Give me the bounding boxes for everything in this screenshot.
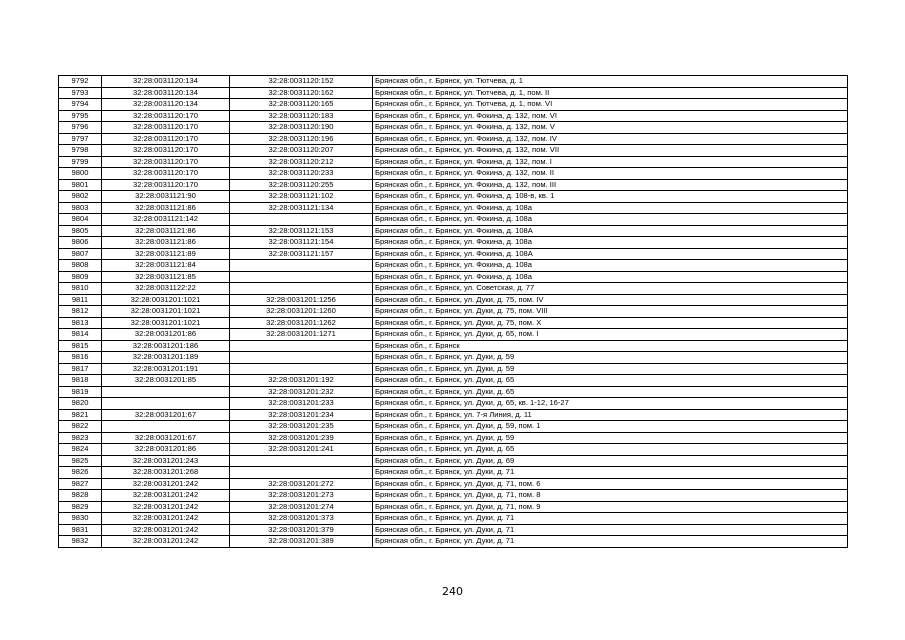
address-cell: Брянская обл., г. Брянск, ул. Дуки, д. 65	[373, 444, 848, 456]
object-cadastral-number-cell: 32:28:0031201:1271	[230, 329, 373, 341]
object-cadastral-number-cell: 32:28:0031201:1260	[230, 306, 373, 318]
parent-cadastral-number-cell: 32:28:0031120:170	[102, 156, 230, 168]
address-cell: Брянская обл., г. Брянск, ул. Дуки, д. 71	[373, 467, 848, 479]
parent-cadastral-number-cell: 32:28:0031120:134	[102, 99, 230, 111]
object-cadastral-number-cell: 32:28:0031201:234	[230, 409, 373, 421]
registry-table-body	[59, 76, 848, 548]
address-cell: Брянская обл., г. Брянск, ул. Дуки, д. 59	[373, 363, 848, 375]
address-cell: Брянская обл., г. Брянск, ул. Фокина, д. 108А	[373, 225, 848, 237]
table-row	[59, 340, 848, 352]
parent-cadastral-number-cell: 32:28:0031201:268	[102, 467, 230, 479]
object-cadastral-number-cell: 32:28:0031121:154	[230, 237, 373, 249]
address-cell: Брянская обл., г. Брянск, ул. Дуки, д. 59	[373, 352, 848, 364]
parent-cadastral-number-cell: 32:28:0031201:242	[102, 478, 230, 490]
object-cadastral-number-cell: 32:28:0031121:153	[230, 225, 373, 237]
parent-cadastral-number-cell: 32:28:0031201:85	[102, 375, 230, 387]
parent-cadastral-number-cell	[102, 386, 230, 398]
table-row	[59, 444, 848, 456]
parent-cadastral-number-cell: 32:28:0031201:242	[102, 536, 230, 548]
address-cell: Брянская обл., г. Брянск, ул. Дуки, д. 65, пом. I	[373, 329, 848, 341]
address-cell: Брянская обл., г. Брянск, ул. Фокина, д. 108А	[373, 248, 848, 260]
table-row	[59, 306, 848, 318]
table-row	[59, 432, 848, 444]
parent-cadastral-number-cell: 32:28:0031201:67	[102, 409, 230, 421]
address-cell: Брянская обл., г. Брянск, ул. Дуки, д. 75, пом. IV	[373, 294, 848, 306]
parent-cadastral-number-cell: 32:28:0031201:86	[102, 329, 230, 341]
address-cell: Брянская обл., г. Брянск, ул. Фокина, д. 132, пом. I	[373, 156, 848, 168]
object-cadastral-number-cell: 32:28:0031120:162	[230, 87, 373, 99]
row-number-cell: 9812	[59, 306, 102, 318]
address-cell: Брянская обл., г. Брянск, ул. Фокина, д. 132, пом. II	[373, 168, 848, 180]
row-number-cell: 9816	[59, 352, 102, 364]
row-number-cell: 9806	[59, 237, 102, 249]
parent-cadastral-number-cell: 32:28:0031201:186	[102, 340, 230, 352]
address-cell: Брянская обл., г. Брянск, ул. Фокина, д. 108-в, кв. 1	[373, 191, 848, 203]
table-row	[59, 179, 848, 191]
table-row	[59, 398, 848, 410]
row-number-cell: 9829	[59, 501, 102, 513]
object-cadastral-number-cell: 32:28:0031120:165	[230, 99, 373, 111]
object-cadastral-number-cell: 32:28:0031120:190	[230, 122, 373, 134]
parent-cadastral-number-cell: 32:28:0031201:242	[102, 501, 230, 513]
address-cell: Брянская обл., г. Брянск, ул. Фокина, д. 108а	[373, 260, 848, 272]
address-cell: Брянская обл., г. Брянск, ул. Фокина, д. 132, пом. VII	[373, 145, 848, 157]
address-cell: Брянская обл., г. Брянск, ул. Дуки, д. 65	[373, 375, 848, 387]
parent-cadastral-number-cell: 32:28:0031121:90	[102, 191, 230, 203]
row-number-cell: 9795	[59, 110, 102, 122]
parent-cadastral-number-cell: 32:28:0031201:67	[102, 432, 230, 444]
address-cell: Брянская обл., г. Брянск, ул. Фокина, д. 132, пом. IV	[373, 133, 848, 145]
row-number-cell: 9800	[59, 168, 102, 180]
table-row	[59, 317, 848, 329]
table-row	[59, 375, 848, 387]
row-number-cell: 9792	[59, 76, 102, 88]
row-number-cell: 9797	[59, 133, 102, 145]
address-cell: Брянская обл., г. Брянск	[373, 340, 848, 352]
object-cadastral-number-cell	[230, 340, 373, 352]
row-number-cell: 9815	[59, 340, 102, 352]
row-number-cell: 9798	[59, 145, 102, 157]
parent-cadastral-number-cell: 32:28:0031121:84	[102, 260, 230, 272]
parent-cadastral-number-cell: 32:28:0031121:86	[102, 237, 230, 249]
parent-cadastral-number-cell: 32:28:0031201:242	[102, 513, 230, 525]
address-cell: Брянская обл., г. Брянск, ул. Дуки, д. 71, пом. 8	[373, 490, 848, 502]
parent-cadastral-number-cell: 32:28:0031201:86	[102, 444, 230, 456]
object-cadastral-number-cell	[230, 260, 373, 272]
object-cadastral-number-cell: 32:28:0031201:274	[230, 501, 373, 513]
table-row	[59, 202, 848, 214]
table-row	[59, 248, 848, 260]
object-cadastral-number-cell: 32:28:0031201:1262	[230, 317, 373, 329]
object-cadastral-number-cell: 32:28:0031120:207	[230, 145, 373, 157]
row-number-cell: 9819	[59, 386, 102, 398]
parent-cadastral-number-cell: 32:28:0031120:170	[102, 145, 230, 157]
parent-cadastral-number-cell: 32:28:0031120:170	[102, 122, 230, 134]
parent-cadastral-number-cell: 32:28:0031201:189	[102, 352, 230, 364]
table-row	[59, 467, 848, 479]
object-cadastral-number-cell: 32:28:0031201:379	[230, 524, 373, 536]
object-cadastral-number-cell: 32:28:0031121:157	[230, 248, 373, 260]
object-cadastral-number-cell: 32:28:0031201:235	[230, 421, 373, 433]
row-number-cell: 9814	[59, 329, 102, 341]
row-number-cell: 9823	[59, 432, 102, 444]
parent-cadastral-number-cell: 32:28:0031120:170	[102, 179, 230, 191]
address-cell: Брянская обл., г. Брянск, ул. Фокина, д. 132, пом. V	[373, 122, 848, 134]
row-number-cell: 9824	[59, 444, 102, 456]
address-cell: Брянская обл., г. Брянск, ул. Фокина, д. 132, пом. III	[373, 179, 848, 191]
object-cadastral-number-cell: 32:28:0031120:152	[230, 76, 373, 88]
parent-cadastral-number-cell	[102, 421, 230, 433]
row-number-cell: 9818	[59, 375, 102, 387]
parent-cadastral-number-cell: 32:28:0031121:89	[102, 248, 230, 260]
parent-cadastral-number-cell: 32:28:0031201:191	[102, 363, 230, 375]
object-cadastral-number-cell: 32:28:0031120:196	[230, 133, 373, 145]
address-cell: Брянская обл., г. Брянск, ул. Фокина, д. 108а	[373, 214, 848, 226]
row-number-cell: 9820	[59, 398, 102, 410]
object-cadastral-number-cell	[230, 271, 373, 283]
row-number-cell: 9832	[59, 536, 102, 548]
address-cell: Брянская обл., г. Брянск, ул. Дуки, д. 71	[373, 536, 848, 548]
table-row	[59, 237, 848, 249]
parent-cadastral-number-cell: 32:28:0031201:242	[102, 490, 230, 502]
table-row	[59, 145, 848, 157]
parent-cadastral-number-cell: 32:28:0031120:170	[102, 168, 230, 180]
parent-cadastral-number-cell: 32:28:0031121:142	[102, 214, 230, 226]
parent-cadastral-number-cell: 32:28:0031201:1021	[102, 317, 230, 329]
parent-cadastral-number-cell: 32:28:0031120:170	[102, 110, 230, 122]
table-row	[59, 421, 848, 433]
object-cadastral-number-cell: 32:28:0031121:102	[230, 191, 373, 203]
object-cadastral-number-cell: 32:28:0031120:233	[230, 168, 373, 180]
object-cadastral-number-cell: 32:28:0031201:373	[230, 513, 373, 525]
row-number-cell: 9793	[59, 87, 102, 99]
object-cadastral-number-cell: 32:28:0031201:241	[230, 444, 373, 456]
table-row	[59, 122, 848, 134]
table-row	[59, 455, 848, 467]
object-cadastral-number-cell: 32:28:0031201:232	[230, 386, 373, 398]
row-number-cell: 9810	[59, 283, 102, 295]
table-row	[59, 386, 848, 398]
table-row	[59, 156, 848, 168]
parent-cadastral-number-cell: 32:28:0031121:86	[102, 225, 230, 237]
table-row	[59, 478, 848, 490]
row-number-cell: 9811	[59, 294, 102, 306]
row-number-cell: 9821	[59, 409, 102, 421]
table-row	[59, 524, 848, 536]
page-number: 240	[442, 585, 463, 598]
object-cadastral-number-cell: 32:28:0031201:389	[230, 536, 373, 548]
row-number-cell: 9803	[59, 202, 102, 214]
address-cell: Брянская обл., г. Брянск, ул. Тютчева, д. 1	[373, 76, 848, 88]
object-cadastral-number-cell: 32:28:0031201:272	[230, 478, 373, 490]
parent-cadastral-number-cell: 32:28:0031121:86	[102, 202, 230, 214]
address-cell: Брянская обл., г. Брянск, ул. Фокина, д. 108а	[373, 237, 848, 249]
table-row	[59, 87, 848, 99]
parent-cadastral-number-cell: 32:28:0031121:85	[102, 271, 230, 283]
table-row	[59, 490, 848, 502]
address-cell: Брянская обл., г. Брянск, ул. Советская, д. 77	[373, 283, 848, 295]
row-number-cell: 9802	[59, 191, 102, 203]
address-cell: Брянская обл., г. Брянск, ул. Тютчева, д. 1, пом. VI	[373, 99, 848, 111]
parent-cadastral-number-cell: 32:28:0031122:22	[102, 283, 230, 295]
table-row	[59, 536, 848, 548]
object-cadastral-number-cell	[230, 214, 373, 226]
object-cadastral-number-cell: 32:28:0031201:239	[230, 432, 373, 444]
address-cell: Брянская обл., г. Брянск, ул. Тютчева, д. 1, пом. II	[373, 87, 848, 99]
object-cadastral-number-cell	[230, 363, 373, 375]
parent-cadastral-number-cell: 32:28:0031201:1021	[102, 294, 230, 306]
row-number-cell: 9799	[59, 156, 102, 168]
object-cadastral-number-cell: 32:28:0031201:273	[230, 490, 373, 502]
address-cell: Брянская обл., г. Брянск, ул. Дуки, д. 59	[373, 432, 848, 444]
address-cell: Брянская обл., г. Брянск, ул. Дуки, д. 59, пом. 1	[373, 421, 848, 433]
address-cell: Брянская обл., г. Брянск, ул. Дуки, д. 71	[373, 524, 848, 536]
parent-cadastral-number-cell	[102, 398, 230, 410]
object-cadastral-number-cell: 32:28:0031201:1256	[230, 294, 373, 306]
address-cell: Брянская обл., г. Брянск, ул. Дуки, д. 65	[373, 386, 848, 398]
object-cadastral-number-cell	[230, 455, 373, 467]
row-number-cell: 9809	[59, 271, 102, 283]
row-number-cell: 9796	[59, 122, 102, 134]
table-row	[59, 191, 848, 203]
row-number-cell: 9828	[59, 490, 102, 502]
table-row	[59, 283, 848, 295]
table-row	[59, 294, 848, 306]
object-cadastral-number-cell: 32:28:0031201:192	[230, 375, 373, 387]
object-cadastral-number-cell	[230, 467, 373, 479]
address-cell: Брянская обл., г. Брянск, ул. 7-я Линия, д. 11	[373, 409, 848, 421]
row-number-cell: 9817	[59, 363, 102, 375]
address-cell: Брянская обл., г. Брянск, ул. Фокина, д. 108а	[373, 271, 848, 283]
table-row	[59, 409, 848, 421]
row-number-cell: 9807	[59, 248, 102, 260]
parent-cadastral-number-cell: 32:28:0031201:1021	[102, 306, 230, 318]
address-cell: Брянская обл., г. Брянск, ул. Дуки, д. 69	[373, 455, 848, 467]
row-number-cell: 9805	[59, 225, 102, 237]
object-cadastral-number-cell: 32:28:0031120:255	[230, 179, 373, 191]
table-row	[59, 168, 848, 180]
registry-table	[58, 75, 848, 548]
address-cell: Брянская обл., г. Брянск, ул. Дуки, д. 71, пом. 6	[373, 478, 848, 490]
table-row	[59, 363, 848, 375]
address-cell: Брянская обл., г. Брянск, ул. Дуки, д. 71, пом. 9	[373, 501, 848, 513]
object-cadastral-number-cell	[230, 352, 373, 364]
object-cadastral-number-cell: 32:28:0031121:134	[230, 202, 373, 214]
row-number-cell: 9830	[59, 513, 102, 525]
parent-cadastral-number-cell: 32:28:0031120:134	[102, 76, 230, 88]
table-row	[59, 329, 848, 341]
table-row	[59, 501, 848, 513]
address-cell: Брянская обл., г. Брянск, ул. Фокина, д. 132, пом. VI	[373, 110, 848, 122]
row-number-cell: 9804	[59, 214, 102, 226]
table-row	[59, 260, 848, 272]
address-cell: Брянская обл., г. Брянск, ул. Дуки, д. 71	[373, 513, 848, 525]
object-cadastral-number-cell: 32:28:0031201:233	[230, 398, 373, 410]
table-row	[59, 352, 848, 364]
address-cell: Брянская обл., г. Брянск, ул. Фокина, д. 108а	[373, 202, 848, 214]
parent-cadastral-number-cell: 32:28:0031201:242	[102, 524, 230, 536]
address-cell: Брянская обл., г. Брянск, ул. Дуки, д. 75, пом. VIII	[373, 306, 848, 318]
table-row	[59, 110, 848, 122]
table-row	[59, 225, 848, 237]
table-row	[59, 271, 848, 283]
row-number-cell: 9808	[59, 260, 102, 272]
table-row	[59, 99, 848, 111]
table-row	[59, 76, 848, 88]
table-row	[59, 133, 848, 145]
table-row	[59, 513, 848, 525]
object-cadastral-number-cell	[230, 283, 373, 295]
row-number-cell: 9826	[59, 467, 102, 479]
row-number-cell: 9794	[59, 99, 102, 111]
row-number-cell: 9827	[59, 478, 102, 490]
row-number-cell: 9831	[59, 524, 102, 536]
address-cell: Брянская обл., г. Брянск, ул. Дуки, д. 75, пом. X	[373, 317, 848, 329]
row-number-cell: 9801	[59, 179, 102, 191]
parent-cadastral-number-cell: 32:28:0031120:134	[102, 87, 230, 99]
row-number-cell: 9825	[59, 455, 102, 467]
object-cadastral-number-cell: 32:28:0031120:212	[230, 156, 373, 168]
row-number-cell: 9813	[59, 317, 102, 329]
address-cell: Брянская обл., г. Брянск, ул. Дуки, д. 65, кв. 1-12, 16-27	[373, 398, 848, 410]
object-cadastral-number-cell: 32:28:0031120:183	[230, 110, 373, 122]
parent-cadastral-number-cell: 32:28:0031120:170	[102, 133, 230, 145]
table-row	[59, 214, 848, 226]
row-number-cell: 9822	[59, 421, 102, 433]
parent-cadastral-number-cell: 32:28:0031201:243	[102, 455, 230, 467]
